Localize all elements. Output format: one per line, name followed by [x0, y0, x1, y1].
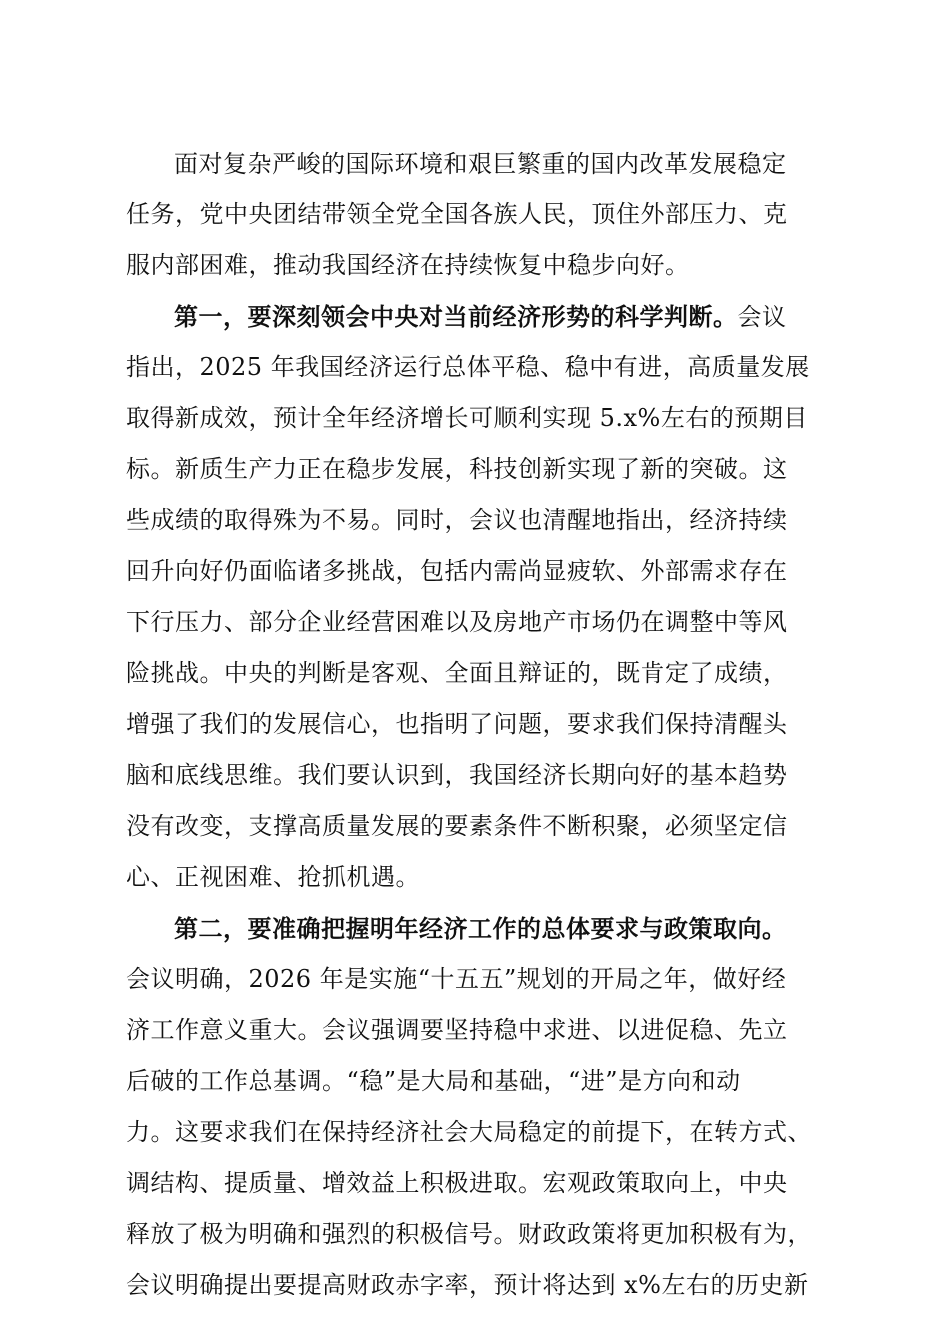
line-text: 会议明确提出要提高财政赤字率，预计将达到 x%左右的历史新 [126, 1271, 809, 1299]
line-text: 任务，党中央团结带领全党全国各族人民，顶住外部压力、克 [126, 200, 788, 228]
line-text: 力。这要求我们在保持经济社会大局稳定的前提下，在转方式、 [126, 1118, 812, 1146]
paragraph-2-line-1 [126, 291, 826, 342]
paragraph-3-line-1 [126, 903, 826, 954]
paragraph-2-line-4 [126, 444, 826, 495]
paragraph-3-line-2 [126, 954, 826, 1005]
section-heading-2: 第二，要准确把握明年经济工作的总体要求与政策取向。 [174, 914, 787, 943]
line-text: 没有改变，支撑高质量发展的要素条件不断积聚，必须坚定信 [126, 812, 788, 840]
line-text: 会议明确，2026 年是实施“十五五”规划的开局之年，做好经 [126, 965, 787, 993]
paragraph-3-line-5 [126, 1107, 826, 1158]
paragraph-1-line-2 [126, 189, 826, 240]
paragraph-2-line-12 [126, 852, 826, 903]
paragraph-1-line-3 [126, 240, 826, 291]
line-text: 释放了极为明确和强烈的积极信号。财政政策将更加积极有为， [126, 1220, 812, 1248]
line-text: 心、正视困难、抢抓机遇。 [126, 863, 420, 891]
paragraph-2-line-10 [126, 750, 826, 801]
paragraph-3-line-7 [126, 1209, 826, 1260]
paragraph-3-line-3 [126, 1005, 826, 1056]
line-text: 险挑战。中央的判断是客观、全面且辩证的，既肯定了成绩， [126, 659, 788, 687]
line-text: 些成绩的取得殊为不易。同时，会议也清醒地指出，经济持续 [126, 506, 788, 534]
paragraph-2-line-8 [126, 648, 826, 699]
paragraph-2-line-11 [126, 801, 826, 852]
line-text: 服内部困难，推动我国经济在持续恢复中稳步向好。 [126, 251, 690, 279]
paragraph-2-line-6 [126, 546, 826, 597]
section-heading-1: 第一，要深刻领会中央对当前经济形势的科学判断。 [174, 302, 738, 331]
line-text: 脑和底线思维。我们要认识到，我国经济长期向好的基本趋势 [126, 761, 788, 789]
paragraph-3-line-6 [126, 1158, 826, 1209]
paragraph-2-line-9 [126, 699, 826, 750]
paragraph-2-line-2 [126, 342, 826, 393]
paragraph-1-line-1 [126, 138, 826, 189]
line-text: 标。新质生产力正在稳步发展，科技创新实现了新的突破。这 [126, 455, 788, 483]
paragraph-2-line-7 [126, 597, 826, 648]
paragraph-2-line-5 [126, 495, 826, 546]
paragraph-3-line-4 [126, 1056, 826, 1107]
line-text: 下行压力、部分企业经营困难以及房地产市场仍在调整中等风 [126, 608, 788, 636]
line-text: 回升向好仍面临诸多挑战，包括内需尚显疲软、外部需求存在 [126, 557, 788, 585]
line-text: 增强了我们的发展信心，也指明了问题，要求我们保持清醒头 [126, 710, 788, 738]
line-text: 济工作意义重大。会议强调要坚持稳中求进、以进促稳、先立 [126, 1016, 788, 1044]
line-text: 面对复杂严峻的国际环境和艰巨繁重的国内改革发展稳定 [174, 150, 787, 178]
line-text: 会议 [737, 303, 787, 331]
document-body [126, 138, 826, 1311]
line-text: 取得新成效，预计全年经济增长可顺利实现 5.x%左右的预期目 [126, 404, 808, 432]
line-text: 调结构、提质量、增效益上积极进取。宏观政策取向上，中央 [126, 1169, 788, 1197]
line-text: 指出，2025 年我国经济运行总体平稳、稳中有进，高质量发展 [126, 353, 810, 381]
line-text: 后破的工作总基调。“稳”是大局和基础，“进”是方向和动 [126, 1067, 741, 1095]
paragraph-3-line-8 [126, 1260, 826, 1311]
paragraph-2-line-3 [126, 393, 826, 444]
